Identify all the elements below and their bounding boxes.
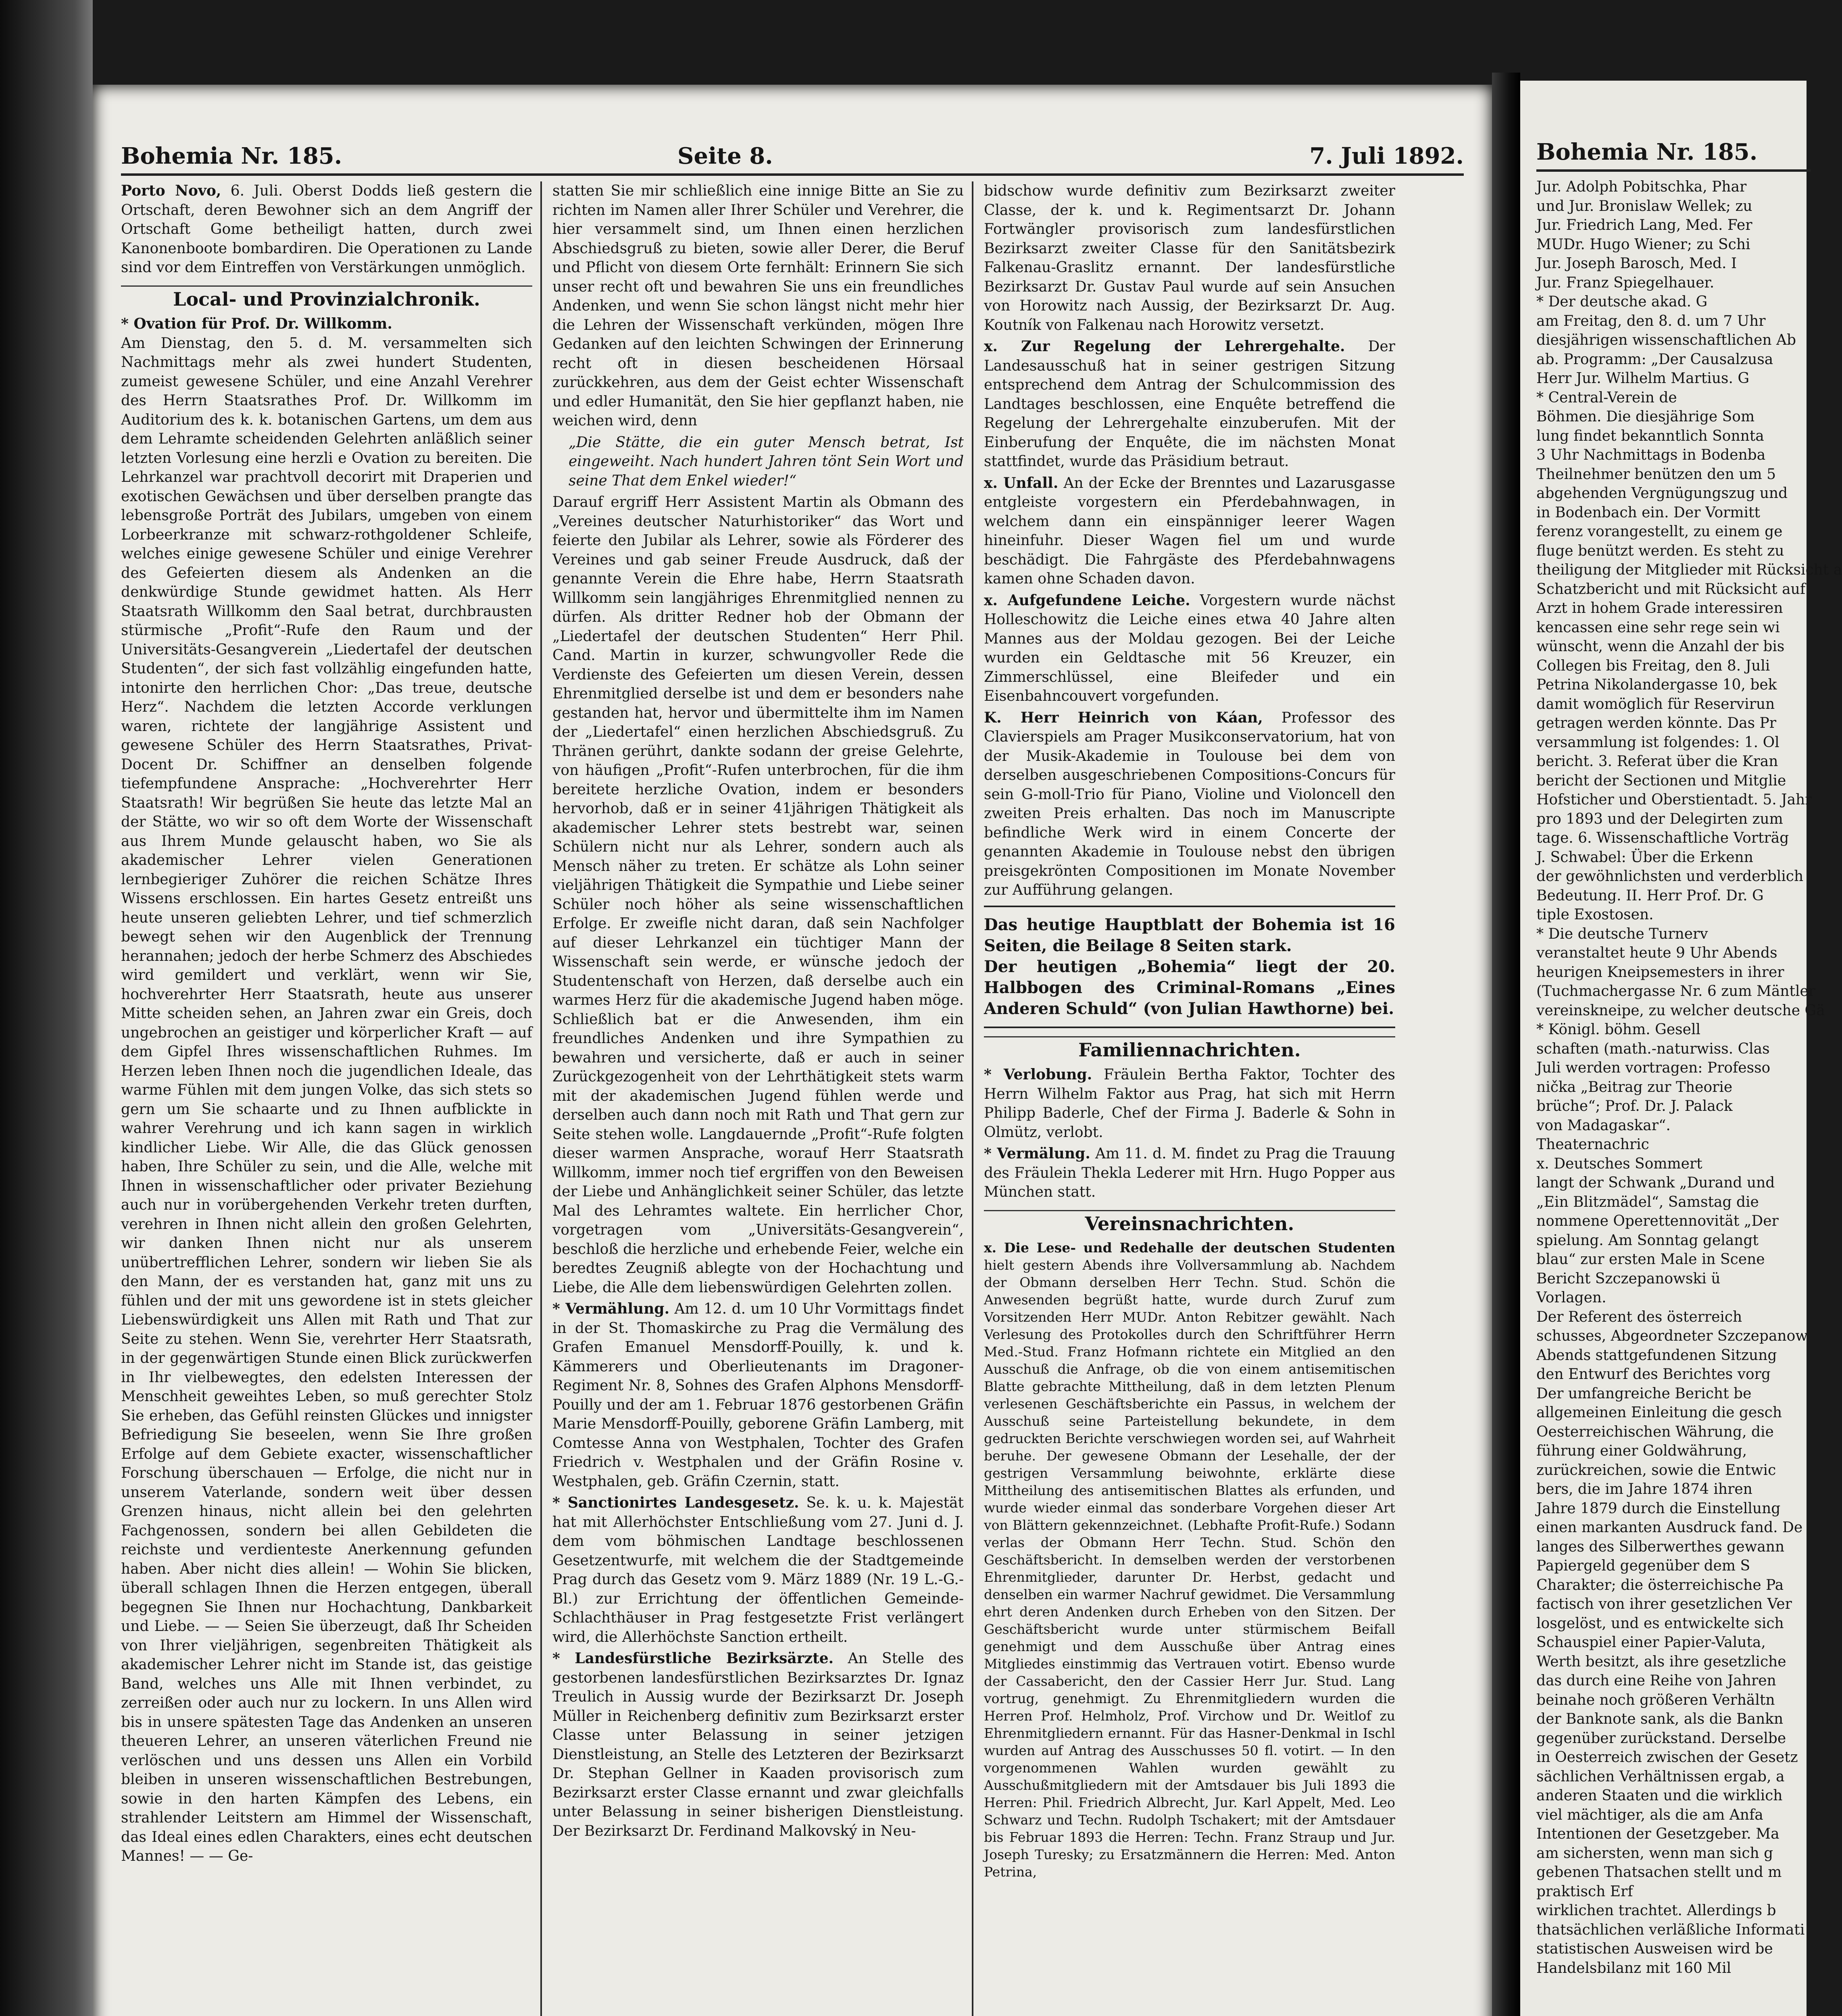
adjacent-page-line: Theaternachric [1536,1136,1649,1153]
adjacent-page-line: Schatzbericht und mit Rücksicht auf [1536,581,1806,598]
article-text: bidschow wurde definitiv zum Bezirksarzt zweiter Classe, der k. und k. Regimentsarzt Dr. Johann Fortwängler provisorisch zum landesfürstlichen Bezirksarzt zweiter Classe für den Sanitätsbezirk Falkenau-Graslitz ernannt. Der landesfürstliche Bezirksarzt Dr. Gustav Paul wurde auf sein Ansuchen von Horowitz nach Aussig, der Bezirksarzt Dr. Aug. Koutník von Falkenau nach Horowitz versetzt. [984,183,1395,333]
adjacent-page-line: J. Schwabel: Über die Erkenn [1536,849,1753,866]
adjacent-page-line: Hofsticher und Oberstientadt. 5. Jahr [1536,791,1812,808]
adjacent-page-line: am sichersten, wenn man sich g [1536,1845,1773,1862]
article-text: An Stelle des gestorbenen landesfürstlichen Bezirksarztes Dr. Ignaz Treulich in Aussig wurde der Bezirksarzt Dr. Joseph Müller in Reichenberg definitiv zum Bezirksarzt erster Classe unter Belassung in seiner jetzigen Dienstleistung, an Stelle des Letzteren der Bezirksarzt Dr. Stephan Gellner in Kaaden provisorisch zum Bezirksarzt erster Classe ernannt und zwar gleichfalls unter Belassung in seiner bisherigen Dienstleistung. Der Bezirksarzt Dr. Ferdinand Malkovský in Neu- [552,1650,964,1839]
article-verlobung [984,1065,1395,1142]
article-text: Am Dienstag, den 5. d. M. versammelten sich Nachmittags mehr als zwei hundert Studenten, zumeist gewesene Schüler, und eine Anzahl Verehrer des Herrn Staatsrathes Prof. Dr. Willkomm im Auditorium des k. k. botanischen Gartens, um dem aus dem Lehramte scheidenden Gelehrten anläßlich seiner letzten Vorlesung eine herzli e Ovation zu bereiten. Die Lehrkanzel war prachtvoll decorirt mit Draperien und exotischen Gewächsen und über derselben prangte das lebensgroße Porträt des Jubilars, umgeben von einem Lorbeerkranze mit schwarz-rothgoldener Schleife, welches einige gewesene Schüler und einige Verehrer des Gefeierten diesem als Andenken an die denkwürdige Stunde gewidmet hatten. Als Herr Staatsrath Willkomm den Saal betrat, durchbrausten stürmische „Profit“-Rufe den Raum und der Universitäts-Gesangverein „Liedertafel der deutschen Studenten“, der sich fast vollzählig eingefunden hatte, intonirte den herrlichen Chor: „Das treue, deutsche Herz“. Nachdem die letzten Accorde verklungen waren, richtete der langjährige Assistent und gewesene Schüler des Herrn Staatsrathes, Privat-Docent Dr. Schiffner an denselben folgende tiefempfundene Ansprache: „Hochverehrter Herr Staatsrath! Wir begrüßen Sie heute das letzte Mal an der Stätte, wo wir so oft dem Worte der Wissenschaft aus Ihrem Munde gelauscht haben, wo Sie als akademischer Lehrer vielen Generationen lernbegieriger Zuhörer die reichen Schätze Ihres Wissens erschlossen. Ein hartes Gesetz entreißt uns heute unseren geliebten Lehrer, und tief schmerzlich bewegt sehen wir den Augenblick der Trennung herannahen; jedoch der herbe Schmerz des Abschiedes wird gemildert und verklärt, wenn wir Sie, hochverehrter Herr Staatsrath, heute aus unserer Mitte scheiden sehen, an Jahren zwar ein Greis, doch ungebrochen an geistiger und körperlicher Kraft — auf dem Gipfel Ihres wissenschaftlichen Ruhmes. Im Herzen leben Ihnen noch die jugendlichen Ideale, das warme Fühlen mit dem jungen Volke, das sich stets so gern um Sie schaarte und zu Ihnen aufblickte in wahrer Verehrung und ich kann sagen in wirklich kindlicher Liebe. Wir Alle, die das Glück genossen haben, Ihre Schüler zu sein, und die Alle, welche mit Ihnen in wissenschaftlicher oder privater Beziehung auch nur in vorübergehenden Verkehr treten durften, verehren in Ihnen nicht allein den großen Gelehrten, wir danken Ihnen nicht nur als unserem unübertrefflichen Lehrer, sondern wir lieben Sie als den Mann, der es verstanden hat, ganz mit uns zu fühlen und der mit uns gewordene ist in stets gleicher Liebenswürdigkeit uns Allen mit Rath und That zur Seite zu stehen. Wenn Sie, verehrter Herr Staatsrath, in der gegenwärtigen Stunde einen Blick zurückwerfen in Ihr vielbewegtes, den edelsten Interessen der Menschheit geweihtes Leben, so muß gerechter Stolz Sie erheben, das Gefühl reinsten Glückes und innigster Befriedigung Sie beseelen, wenn Sie Ihre großen Erfolge auf dem Gebiete exacter, wissenschaftlicher Forschung überschauen — Erfolge, die nicht nur in unserem Vaterlande, sondern weit über dessen Grenzen hinaus, nicht allein bei den gelehrten Fachgenossen, sondern bei allen Gebildeten die reichste und verdienteste Anerkennung gefunden haben. Aber nicht dies allein! — Wohin Sie blicken, überall schlagen Ihnen die Herzen entgegen, überall begegnen Sie Ihnen nur Hochachtung, Dankbarkeit und Liebe. — — Seien Sie überzeugt, daß Ihr Scheiden von Ihrer vieljährigen, segenbreiten Thätigkeit als akademischer Lehrer nicht im Stande ist, das geistige Band, welches uns Alle mit Ihnen verbindet, zu zerreißen oder auch nur zu lockern. In uns Allen wird bis in unsere spätesten Tage das Andenken an unseren theueren Lehrer, an unseren väterlichen Freund nie verlöschen und uns dessen uns Allen ein Vorbild bleiben in unseren wissenschaftlichen Bestrebungen, sowie in den harten Kämpfen des Lebens, ein strahlender Leitstern am Himmel der Wissenschaft, das Ideal eines edlen Charakters, eines echt deutschen Mannes! — — Ge- [121,335,532,1864]
adjacent-page-line: diesjährigen wissenschaftlichen Ab [1536,332,1796,348]
article-kaan [984,708,1395,900]
adjacent-page-line: Theilnehmer benützen den um 5 [1536,466,1776,483]
adjacent-page-line: Bericht Szczepanowski ü [1536,1270,1721,1287]
article-leiche [984,591,1395,706]
adjacent-page-line: der gewöhnlichsten und verderblich [1536,868,1804,885]
article-lesehalle [984,1239,1395,1881]
article-heading: x. Die Lese- und Redehalle der deutschen Studenten [984,1240,1395,1256]
article-heading: * Vermälung. [984,1145,1090,1162]
adjacent-page-line: und Jur. Bronislaw Wellek; zu [1536,198,1752,215]
adjacent-page-line: * Der deutsche akad. G [1536,294,1708,310]
adjacent-page-line: Der umfangreiche Bericht be [1536,1385,1752,1402]
adjacent-page-line: fluge benützt werden. Es steht zu [1536,542,1784,559]
article-text: An der Ecke der Brenntes und Lazarusgasse entgleiste vorgestern ein Pferdebahnwagen, in welchem dann ein einspänniger leerer Wagen hineinfuhr. Dieser Wagen fiel um und wurde beschädigt. Die Fahrgäste des Pferdebahnwagens kamen ohne Schaden davon. [984,475,1396,587]
adjacent-page [1520,81,1842,2016]
adjacent-page-line: factisch von ihrer gesetzlichen Ver [1536,1596,1792,1612]
article-heading: * Verlobung. [984,1066,1092,1083]
article-lead: Porto Novo, [121,182,221,199]
article-heading: x. Zur Regelung der Lehrergehalte. [984,338,1345,355]
article-heading: x. Aufgefundene Leiche. [984,591,1190,609]
adjacent-page-line: veranstaltet heute 9 Uhr Abends [1536,945,1777,961]
adjacent-page-line: das durch eine Reihe von Jahren [1536,1672,1776,1689]
adjacent-page-line: kencassen eine sehr rege sein wi [1536,619,1780,636]
adjacent-page-line: Intentionen der Gesetzgeber. Ma [1536,1826,1779,1842]
adjacent-page-line: statistischen Ausweisen wird be [1536,1941,1773,1957]
article-text: Am 11. d. M. findet zu Prag die Trauung des Fräulein Thekla Lederer mit Hrn. Hugo Popper aus München statt. [984,1145,1395,1200]
article-heading: * Landesfürstliche Bezirksärzte. [552,1650,834,1667]
article-text: hielt gestern Abends ihre Vollversammlung ab. Nachdem der Obmann derselben Herr Techn. Stud. Schön die Anwesenden begrüßt hatte, wurde durch Zuruf zum Vorsitzenden Herr MUDr. Anton Rebitzer gewählt. Nach Verlesung des Protokolles durch den Schriftführer Herrn Med.-Stud. Franz Hofmann richtete ein Mitglied an den Ausschuß die Anfrage, ob die von einem antisemitischen Blatte gebrachte Mittheilung, daß in dem letzten Plenum verlesenen Geschäftsberichte ein Passus, in welchem der Ausschuß seine Parteistellung bekundete, in dem gedruckten Berichte verschwiegen worden sei, auf Wahrheit beruhe. Der gewesene Obmann der Lesehalle, der der gestrigen Versammlung beiwohnte, erklärte diese Mittheilung des antisemitischen Blattes als erfunden, und wurde wieder einmal das sonderbare Vorgehen dieser Art von Blättern gekennzeichnet. (Lebhafte Profit-Rufe.) Sodann verlas der Obmann Herr Techn. Stud. Schön den Geschäftsbericht. In demselben werden der verstorbenen Ehrenmitglieder, darunter Dr. Herbst, gedacht und denselben ein warmer Nachruf gewidmet. Die Versammlung ehrt deren Andenken durch Erheben von den Sitzen. Der Geschäftsbericht wurde unter stürmischem Beifall genehmigt und dem Ausschuße über Antrag eines Mitgliedes einstimmig das Vertrauen votirt. Ebenso wurde der Cassabericht, den der Cassier Herr Jur. Stud. Lang vortrug, genehmigt. Zu Ehrenmitgliedern wurden die Herren Prof. Helmholz, Prof. Virchow und Dr. Weitlof zu Ehrenmitgliedern ernannt. Für das Hasner-Denkmal in Ischl wurden auf Antrag des Ausschusses 50 fl. votirt. — In den vorgenommenen Wahlen wurden gewählt zu Ausschußmitgliedern mit der Amtsdauer bis Juli 1893 die Herren: Phil. Friedrich Albrecht, Jur. Karl Appelt, Med. Leo Schwarz und Techn. Rudolph Tschakert; mit der Amtsdauer bis Februar 1893 die Herren: Techn. Franz Straup und Jur. Joseph Turesky; zu Ersatzmännern die Herren: Med. Anton Petrina, [984,1257,1395,1880]
adjacent-page-line: Jur. Joseph Barosch, Med. I [1536,255,1737,272]
adjacent-page-line: nommene Operettennovität „Der [1536,1213,1779,1229]
adjacent-page-line: lung findet bekanntlich Sonnta [1536,427,1764,444]
adjacent-page-line: spielung. Am Sonntag gelangt [1536,1232,1759,1249]
adjacent-page-line: Jur. Friedrich Lang, Med. Fer [1536,217,1752,233]
adjacent-page-line: theiligung der Mitglieder mit Rücksicht a [1536,562,1842,578]
adjacent-page-line: von Madagaskar“. [1536,1117,1671,1134]
adjacent-page-line: versammlung ist folgendes: 1. Ol [1536,734,1779,751]
adjacent-page-line: am Freitag, den 8. d. um 7 Uhr [1536,312,1766,329]
adjacent-page-line: gegenüber zurückstand. Derselbe [1536,1730,1786,1747]
adjacent-page-header [1536,125,1811,172]
adjacent-page-line: Jur. Adolph Pobitschka, Phar [1536,179,1747,195]
adjacent-page-line: * Königl. böhm. Gesell [1536,1021,1700,1038]
adjacent-page-line: Petrina Nikolandergasse 10, bek [1536,677,1777,693]
adjacent-page-line: Herr Jur. Wilhelm Martius. G [1536,370,1750,387]
adjacent-page-line: Böhmen. Die diesjährige Som [1536,408,1755,425]
article-heading: x. Unfall. [984,474,1059,492]
column-rule [540,181,542,2016]
adjacent-page-line: Der Referent des österreich [1536,1308,1742,1325]
adjacent-page-line: tiple Exostosen. [1536,906,1654,923]
adjacent-page-line: MUDr. Hugo Wiener; zu Schi [1536,236,1750,253]
adjacent-page-line: bericht der Sectionen und Mitglie [1536,772,1786,789]
newspaper-page [93,85,1492,2016]
adjacent-page-line: Jur. Franz Spiegelhauer. [1536,274,1715,291]
article-text: statten Sie mir schließlich eine innige Bitte an Sie zu richten im Namen aller Ihrer Schüler und Verehrer, die hier versammelt sind, um Ihnen einen herzlichen Abschiedsgruß zu bieten, sowie aller Derer, die Beruf und Pflicht von diesem Orte fernhält: Erinnern Sie sich unser recht oft und bewahren Sie uns ein freundliches Andenken, und wenn Sie schon längst nicht mehr hier die Lehren der Wissenschaft verkünden, mögen Ihre Gedanken auf den leichten Schwingen der Erinnerung recht oft in diesen bescheidenen Hörsaal zurückkehren, aus dem der Geist echter Wissenschaft und edler Humanität, den Sie hier gepflanzt haben, nie weichen wird, denn [552,183,964,429]
adjacent-page-line: Handelsbilanz mit 160 Mil [1536,1960,1732,1976]
adjacent-page-line: schusses, Abgeordneter Szczepanow [1536,1328,1808,1344]
adjacent-header-title: Bohemia Nr. 185. [1536,139,1758,165]
adjacent-page-line: gebenen Thatsachen stellt und m [1536,1864,1782,1881]
article-lehrergehalte [984,337,1395,471]
adjacent-page-line: bericht. 3. Referat über die Kran [1536,753,1778,770]
adjacent-page-line: Vorlagen. [1536,1289,1607,1306]
adjacent-page-line: 3 Uhr Nachmittags in Bodenba [1536,447,1766,463]
adjacent-page-line: Schauspiel einer Papier-Valuta, [1536,1634,1766,1651]
adjacent-page-line: anderen Staaten und die wirklich [1536,1787,1783,1804]
adjacent-page-line: praktisch Erf [1536,1883,1633,1900]
adjacent-page-line: sächlichen Verhältnissen ergab, a [1536,1768,1785,1785]
adjacent-page-line: Charakter; die österreichische Pa [1536,1577,1784,1593]
adjacent-page-line: wirklichen trachtet. Allerdings b [1536,1902,1776,1919]
adjacent-page-line: einen markanten Ausdruck fand. De [1536,1519,1803,1536]
adjacent-page-line: allgemeinen Einleitung die gesch [1536,1404,1782,1421]
adjacent-page-line: beinahe noch größeren Verhältn [1536,1691,1775,1708]
article-heading: * Ovation für Prof. Dr. Willkomm. [121,315,392,332]
article-unfall [984,474,1395,589]
verse-quote: „Die Stätte, die ein guter Mensch betrat, Ist eingeweiht. Nach hundert Jahren tönt Sein Wort und seine That dem Enkel wieder!“ [569,434,964,489]
header-page-number: Seite 8. [677,143,773,169]
adjacent-page-line: in Bodenbach ein. Der Vormitt [1536,504,1760,521]
article-text: Professor des Clavierspiels am Prager Musikconservatorium, hat von der Musik-Akademie in Toulouse bei dem von derselben ausgeschriebenen Compositions-Concurs für sein G-moll-Trio für Piano, Violine und Violoncell den zweiten Preis erhalten. Das noch im Manuscripte befindliche Werk wird in einem Concerte der genannten Akademie in Toulouse nebst den übrigen preisgekrönten Compositionen im Monate November zur Aufführung gelangen. [984,709,1395,898]
section-heading: Vereinsnachrichten. [984,1210,1395,1234]
adjacent-page-line: losgelöst, und es entwickelte sich [1536,1615,1784,1632]
adjacent-page-line: blau“ zur ersten Male in Scene [1536,1251,1765,1268]
adjacent-page-line: pro 1893 und der Delegirten zum [1536,810,1783,827]
adjacent-page-line: viel mächtiger, als die am Anfa [1536,1806,1763,1823]
adjacent-page-line: Arzt in hohem Grade interessiren [1536,600,1783,616]
adjacent-page-line: „Ein Blitzmädel“, Samstag die [1536,1193,1759,1210]
scan-dark-border-left [0,0,93,2016]
adjacent-page-line: * Die deutsche Turnerv [1536,925,1708,942]
adjacent-page-line: den Entwurf des Berichtes vorg [1536,1366,1771,1383]
article-vermaelung [984,1144,1395,1202]
article-text: Se. k. u. k. Majestät hat mit Allerhöchster Entschließung vom 27. Juni d. J. dem vom böhmischen Landtage beschlossenen Gesetzentwurfe, mit welchem die der Stadtgemeinde Prag durch das Gesetz vom 9. März 1889 (Nr. 19 L.-G.-Bl.) zur Errichtung der öffentlichen Gemeinde-Schlachthäuser in Prag festgesetzte Frist verlängert wird, die Allerhöchste Sanction ertheilt. [552,1495,964,1645]
article-text: 6. Juli. Oberst Dodds ließ gestern die Ortschaft, deren Bewohner sich an dem Angriff der Ortschaft Gome betheiligt hatten, durch zwei Kanonenboote bombardiren. Die Operationen zu Lande sind vor dem Eintreffen von Verstärkungen unmöglich. [121,183,532,276]
adjacent-page-line: Juli werden vortragen: Professo [1536,1060,1771,1076]
adjacent-page-line: der Banknote sank, als die Bankn [1536,1711,1784,1727]
adjacent-page-line: thatsächlichen verläßliche Informati [1536,1921,1805,1938]
adjacent-page-line: wünscht, wenn die Anzahl der bis [1536,638,1785,655]
adjacent-page-line: bers, die im Jahre 1874 ihren [1536,1481,1752,1497]
adjacent-page-line: * Central-Verein de [1536,389,1677,406]
adjacent-page-line: Abends stattgefundenen Sitzung [1536,1347,1777,1364]
header-title: Bohemia Nr. 185. [121,143,342,169]
adjacent-page-column [1536,177,1842,2016]
article-landesgesetz [552,1493,964,1647]
adjacent-page-line: vereinskneipe, zu welcher deutsche Gä [1536,1002,1825,1019]
adjacent-page-line: x. Deutsches Sommert [1536,1155,1702,1172]
adjacent-page-line: Werth besitzt, als ihre gesetzliche [1536,1653,1786,1670]
notice-page-count: Das heutige Hauptblatt der Bohemia ist 16 Seiten, die Beilage 8 Seiten stark. [984,915,1395,955]
adjacent-page-line: abgehenden Vergnügungszug und [1536,485,1788,502]
adjacent-page-line: Bedeutung. II. Herr Prof. Dr. G [1536,887,1764,904]
adjacent-page-line: in Oesterreich zwischen der Gesetz [1536,1749,1798,1766]
column-1 [121,181,532,2016]
adjacent-page-line: damit womöglich für Reservirun [1536,696,1775,712]
adjacent-page-line: Oesterreichischen Währung, die [1536,1423,1774,1440]
column-3 [984,181,1395,2016]
article-text: Fräulein Bertha Faktor, Tochter des Herrn Wilhelm Faktor aus Prag, hat sich mit Herrn Philipp Baderle, Chef der Firma J. Baderle & Sohn in Olmütz, verlobt. [984,1066,1395,1141]
article-porto-novo [121,181,532,277]
article-bezirksaerzte [552,1649,964,1841]
section-heading: Local- und Provinzialchronik. [121,285,532,309]
article-heading: * Sanctionirtes Landesgesetz. [552,1494,799,1511]
adjacent-page-line: nička „Beitrag zur Theorie [1536,1079,1733,1095]
adjacent-page-line: zurückreichen, sowie die Entwic [1536,1462,1776,1479]
notice-novel-supplement: Der heutigen „Bohemia“ liegt der 20. Halbbogen des Criminal-Romans „Eines Anderen Schuld“ (von Julian Hawthorne) bei. [984,957,1395,1018]
adjacent-page-line: Collegen bis Freitag, den 8. Juli [1536,657,1770,674]
book-gutter [1492,73,1520,2016]
article-heading: * Vermählung. [552,1300,670,1317]
column-2 [552,181,964,2016]
adjacent-page-line: langt der Schwank „Durand und [1536,1175,1775,1191]
adjacent-page-line: ferenz vorangestellt, zu einem ge [1536,523,1783,540]
article-text: Der Landesausschuß hat in seiner gestrigen Sitzung entsprechend dem Antrag der Schulcommission des Landtages beschlossen, eine Enquête betreffend die Regelung der Lehrergehalte einzuberufen. Mit der Einberufung der Enquête, die im nächsten Monat stattfindet, wurde das Präsidium betraut. [984,338,1395,470]
adjacent-page-line: heurigen Kneipsemesters in ihrer [1536,964,1784,981]
adjacent-page-line: schaften (math.-naturwiss. Clas [1536,1040,1770,1057]
article-text: Darauf ergriff Herr Assistent Martin als Obmann des „Vereines deutscher Naturhistoriker“ das Wort und feierte den Jubilar als Lehrer, sowie als Förderer des Vereines und gab seiner Freude Ausdruck, daß der genannte Verein die Ehre habe, Herrn Staatsrath Willkomm sein langjähriges Ehrenmitglied nennen zu dürfen. Als dritter Redner hob der Obmann der „Liedertafel der deutschen Studenten“ Herr Phil. Cand. Martin in kurzer, schwungvoller Rede die Verdienste des Gefeierten um diesen Verein, dessen Ehrenmitglied derselbe ist und dem er besonders nahe gestanden hat, hervor und übermittelte ihm im Namen der „Liedertafel“ einen herzlichen Abschiedsgruß. Zu Thränen gerührt, dankte sodann der greise Gelehrte, von häufigen „Profit“-Rufen unterbrochen, für die ihm bereitete herzliche Ovation, indem er besonders hervorhob, daß er in seiner 41jährigen Thätigkeit als akademischer Lehrer stets bestrebt war, seinen Schülern nicht nur als Lehrer, sondern auch als Mensch näher zu treten. Er schätze als Lohn seiner vieljährigen Thätigkeit die Sympathie und Liebe seiner Schüler noch höher als seine wissenschaftlichen Erfolge. Er zweifle nicht daran, daß sein Nachfolger auf dieser Lehrkanzel ein tüchtiger Mann der Wissenschaft sein werde, er wünsche jedoch der Studentenschaft von Herzen, daß derselbe auch ein warmes Herz für die akademische Jugend haben möge. Schließlich bat er die Anwesenden, ihm ein freundliches Andenken und ihre Sympathien zu bewahren und versicherte, daß er auch in seiner Zurückgezogenheit von der Lehrthätigkeit stets warm mit der akademischen Jugend fühlen werde und derselben auch dann noch mit Rath und That gern zur Seite stehen wolle. Langdauernde „Profit“-Rufe folgten dieser warmen Ansprache, worauf Herr Staatsrath Willkomm, immer noch tief ergriffen von den Beweisen der Liebe und Anhänglichkeit seiner Schüler, das letzte Mal des Lehramtes waltete. Ein herrlicher Chor, vorgetragen vom „Universitäts-Gesangverein“, beschloß die herzliche und erhebende Feier, welche ein beredtes Zeugniß ablegte von der Hochachtung und Liebe, die Alle dem liebenswürdigen Gelehrten zollen. [552,494,964,1296]
notice-box [984,906,1395,1028]
adjacent-page-line: (Tuchmachergasse Nr. 6 zum Mäntler [1536,983,1815,1000]
article-text: Am 12. d. um 10 Uhr Vormittags findet in der St. Thomaskirche zu Prag die Vermälung des Grafen Emanuel Mensdorff-Pouilly, k. und k. Kämmerers und Oberlieutenants im Dragoner-Regiment Nr. 8, Sohnes des Grafen Alphons Mensdorff-Pouilly und der am 1. Februar 1876 gestorbenen Gräfin Marie Mensdorff-Pouilly, geborene Gräfin Lamberg, mit Comtesse Anna von Westphalen, Tochter des Grafen Friedrich v. Westphalen und der Gräfin Rosine v. Westphalen, geb. Gräfin Czernin, statt. [552,1301,964,1490]
header-date: 7. Juli 1892. [1309,143,1464,169]
adjacent-page-line: ab. Programm: „Der Causalzusa [1536,351,1773,368]
article-heading: K. Herr Heinrich von Káan, [984,709,1263,726]
adjacent-page-line: führung einer Goldwährung, [1536,1443,1747,1459]
article-vermaehlung [552,1300,964,1491]
column-rule [972,181,973,2016]
adjacent-page-line: Papiergeld gegenüber dem S [1536,1558,1750,1574]
adjacent-page-line: Jahre 1879 durch die Einstellung [1536,1500,1781,1517]
adjacent-page-line: brüche“; Prof. Dr. J. Palack [1536,1098,1733,1114]
article-text: Vorgestern wurde nächst Holleschowitz die Leiche eines etwa 40 Jahre alten Mannes aus der Moldau gezogen. Bei der Leiche wurden ein Geldtasche mit 56 Kreuzer, ein Zimmerschlüssel, eine Bleifeder und ein Eisenbahncouvert vorgefunden. [984,592,1395,704]
section-heading: Familiennachrichten. [984,1036,1395,1060]
adjacent-page-line: getragen werden könnte. Das Pr [1536,715,1776,731]
adjacent-page-line: langes des Silberwerthes gewann [1536,1538,1785,1555]
page-header [121,129,1464,176]
adjacent-page-line: tage. 6. Wissenschaftliche Vorträg [1536,830,1789,846]
